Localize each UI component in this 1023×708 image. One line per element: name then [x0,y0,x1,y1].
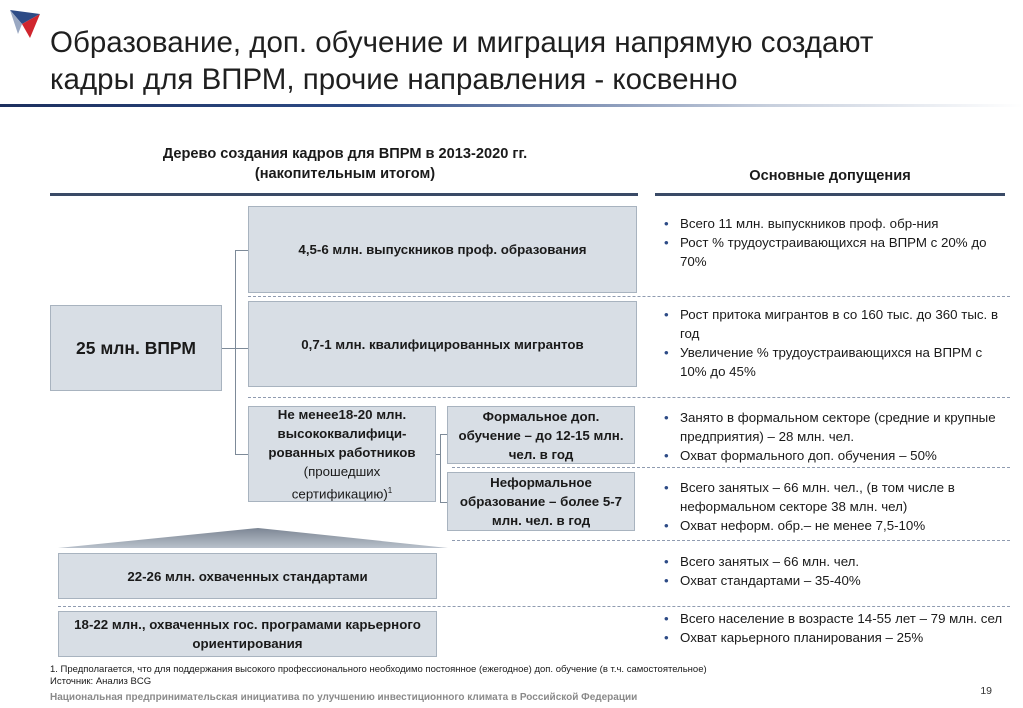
list-item: • Всего занятых – 66 млн. чел., (в том числе в неформальном секторе 38 млн. чел) [660,478,1015,516]
migrants-box: 0,7-1 млн. квалифицированных мигрантов [248,301,637,387]
title-divider [0,104,1023,107]
tree-header [50,144,640,184]
connector-graduates [235,250,248,251]
logo-icon [8,8,42,42]
row-separator-3 [452,467,1010,468]
connector-root [222,348,236,349]
page-title [50,24,1000,98]
skilled-workers-note-text: (прошедших сертификацию) [291,463,388,502]
footer-text: Национальная предпринимательская инициатива по улучшению инвестиционного климата в Российской Федерации [50,692,638,703]
connector-trunk [235,250,236,454]
list-item: • Всего население в возрасте 14-55 лет – 79 млн. сел [660,609,1005,628]
standards-box: 22-26 млн. охваченных стандартами [58,553,437,599]
formal-training-box: Формальное доп. обучение – до 12-15 млн. чел. в год [447,406,635,464]
assumptions-graduates [660,214,1005,271]
connector-branch-vertical [440,434,441,502]
list-item: • Всего занятых – 66 млн. чел. [660,552,1005,571]
indirect-divider-triangle [58,528,448,550]
list-item: • Охват формального доп. обучения – 50% [660,446,1005,465]
assumptions-migrants [660,305,1005,381]
assumptions-informal [660,478,1015,535]
career-programs-box: 18-22 млн., охваченных гос. програмами карьерного ориентирования [58,611,437,657]
assumptions-formal [660,408,1005,465]
page-number: 19 [980,685,992,697]
skilled-workers-label: Не менее18-20 млн. высококвалифици-рованных работников [268,406,416,460]
list-item: • Всего 11 млн. выпускников проф. обр-ния [660,214,1005,233]
assumptions-career [660,609,1005,647]
assumptions-standards [660,552,1005,590]
list-item: • Рост % трудоустраивающихся на ВПРМ с 20% до 70% [660,233,1005,271]
source-note: Источник: Анализ BCG [50,676,152,687]
list-item: • Рост притока мигрантов в со 160 тыс. до 360 тыс. в год [660,305,1005,343]
connector-skilled [235,454,248,455]
tree-header-rule [50,193,638,196]
page-title-line1: Образование, доп. обучение и миграция напрямую создают [50,26,874,59]
list-item: • Занято в формальном секторе (средние и крупные предприятия) – 28 млн. чел. [660,408,1005,446]
row-separator-5 [58,606,1010,607]
tree-header-line1: Дерево создания кадров для ВПРМ в 2013-2020 гг. [162,146,528,162]
assumptions-header-rule [655,193,1005,196]
skilled-workers-note [255,462,429,503]
tree-header-line2: (накопительным итогом) [254,166,436,182]
skilled-workers-box [248,406,436,502]
row-separator-4 [452,540,1010,541]
list-item: • Охват неформ. обр.– не менее 7,5-10% [660,516,1015,535]
footnote-marker: 1 [387,485,393,495]
list-item: • Охват стандартами – 35-40% [660,571,1005,590]
graduates-box: 4,5-6 млн. выпускников проф. образования [248,206,637,293]
row-separator-2 [248,397,1010,398]
assumptions-header: Основные допущения [749,168,911,184]
connector-migrants [235,348,248,349]
list-item: • Увеличение % трудоустраивающихся на ВПРМ с 10% до 45% [660,343,1005,381]
connector-formal [440,434,447,435]
root-box: 25 млн. ВПРМ [50,305,222,391]
connector-informal [440,502,447,503]
row-separator-1 [248,296,1010,297]
list-item: • Охват карьерного планирования – 25% [660,628,1005,647]
footnote: 1. Предполагается, что для поддержания высокого профессионального необходимо постоянное (ежегодное) доп. обучение (в т.ч. самостоятельное) [50,664,707,675]
page-title-line2: кадры для ВПРМ, прочие направления - косвенно [50,63,738,96]
informal-education-box: Неформальное образование – более 5-7 млн. чел. в год [447,472,635,531]
